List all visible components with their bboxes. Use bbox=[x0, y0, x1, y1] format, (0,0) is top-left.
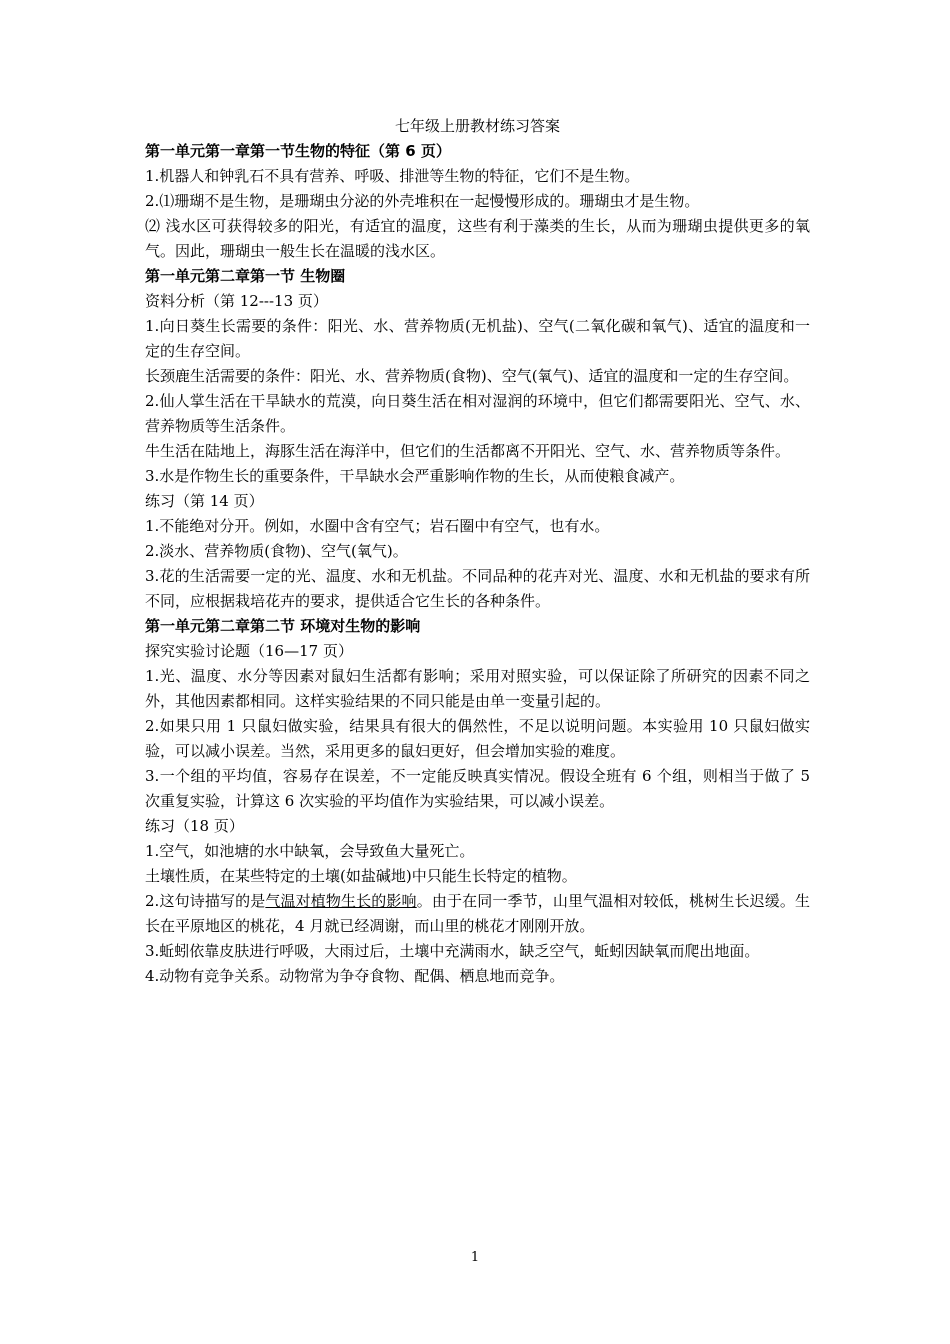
paragraph: 2.如果只用 1 只鼠妇做实验，结果具有很大的偶然性，不足以说明问题。本实验用 10 只鼠妇做实验，可以减小误差。当然，采用更多的鼠妇更好，但会增加实验的难度。 bbox=[145, 717, 810, 760]
subsection-label: 资料分析（第 12---13 页） bbox=[145, 292, 328, 310]
paragraph: 2.⑴珊瑚不是生物，是珊瑚虫分泌的外壳堆积在一起慢慢形成的。珊瑚虫才是生物。 bbox=[145, 192, 700, 210]
paragraph: ⑵ 浅水区可获得较多的阳光，有适宜的温度，这些有利于藻类的生长，从而为珊瑚虫提供更多的氧气。因此，珊瑚虫一般生长在温暖的浅水区。 bbox=[145, 217, 810, 260]
paragraph: 1.机器人和钟乳石不具有营养、呼吸、排泄等生物的特征，它们不是生物。 bbox=[145, 167, 640, 185]
paragraph: 3.水是作物生长的重要条件，干旱缺水会严重影响作物的生长，从而使粮食减产。 bbox=[145, 467, 685, 485]
paragraph: 3.一个组的平均值，容易存在误差，不一定能反映真实情况。假设全班有 6 个组，则相当于做了 5 次重复实验，计算这 6 次实验的平均值作为实验结果，可以减小误差。 bbox=[145, 767, 810, 810]
paragraph: 2.仙人掌生活在干旱缺水的荒漠，向日葵生活在相对湿润的环境中，但它们都需要阳光、空气、水、营养物质等生活条件。 bbox=[145, 392, 810, 435]
paragraph-with-underline bbox=[145, 889, 810, 939]
subsection-label: 探究实验讨论题（16—17 页） bbox=[145, 642, 353, 660]
paragraph: 3.蚯蚓依靠皮肤进行呼吸，大雨过后，土壤中充满雨水，缺乏空气，蚯蚓因缺氧而爬出地面。 bbox=[145, 942, 760, 960]
page-number: 1 bbox=[470, 1250, 480, 1265]
subsection-label: 练习（第 14 页） bbox=[145, 492, 264, 510]
paragraph: 1.光、温度、水分等因素对鼠妇生活都有影响；采用对照实验，可以保证除了所研究的因素不同之外，其他因素都相同。这样实验结果的不同只能是由单一变量引起的。 bbox=[145, 667, 810, 710]
subsection-label: 练习（18 页） bbox=[145, 817, 244, 835]
paragraph: 长颈鹿生活需要的条件：阳光、水、营养物质(食物)、空气(氧气)、适宜的温度和一定的生存空间。 bbox=[145, 367, 799, 385]
paragraph: 土壤性质，在某些特定的土壤(如盐碱地)中只能生长特定的植物。 bbox=[145, 867, 577, 885]
document-page bbox=[145, 113, 810, 989]
paragraph: 牛生活在陆地上，海豚生活在海洋中，但它们的生活都离不开阳光、空气、水、营养物质等条件。 bbox=[145, 442, 791, 460]
section-heading: 第一单元第一章第一节生物的特征（第 6 页） bbox=[145, 142, 451, 160]
paragraph: 1.不能绝对分开。例如，水圈中含有空气；岩石圈中有空气，也有水。 bbox=[145, 517, 610, 535]
text-run: 2.这句诗描写的是 bbox=[145, 892, 266, 910]
paragraph: 3.花的生活需要一定的光、温度、水和无机盐。不同品种的花卉对光、温度、水和无机盐的要求有所不同，应根据栽培花卉的要求，提供适合它生长的各种条件。 bbox=[145, 567, 810, 610]
section-heading: 第一单元第二章第二节 环境对生物的影响 bbox=[145, 617, 421, 635]
paragraph: 2.淡水、营养物质(食物)、空气(氧气)。 bbox=[145, 542, 408, 560]
underlined-text: 气温对植物生长的影响 bbox=[265, 892, 417, 910]
section-heading: 第一单元第二章第一节 生物圈 bbox=[145, 267, 346, 285]
paragraph: 1.空气，如池塘的水中缺氧，会导致鱼大量死亡。 bbox=[145, 842, 475, 860]
text-run: 。由于在同一季节，山里气温相对较低，桃树生长迟缓。生长在平原地区的桃花，4 月就已经凋谢，而山里的桃花才刚刚开放。 bbox=[145, 892, 810, 935]
document-title: 七年级上册教材练习答案 bbox=[394, 117, 560, 135]
paragraph: 4.动物有竞争关系。动物常为争夺食物、配偶、栖息地而竞争。 bbox=[145, 967, 565, 985]
paragraph: 1.向日葵生长需要的条件：阳光、水、营养物质(无机盐)、空气(二氧化碳和氧气)、适宜的温度和一定的生存空间。 bbox=[145, 317, 810, 360]
